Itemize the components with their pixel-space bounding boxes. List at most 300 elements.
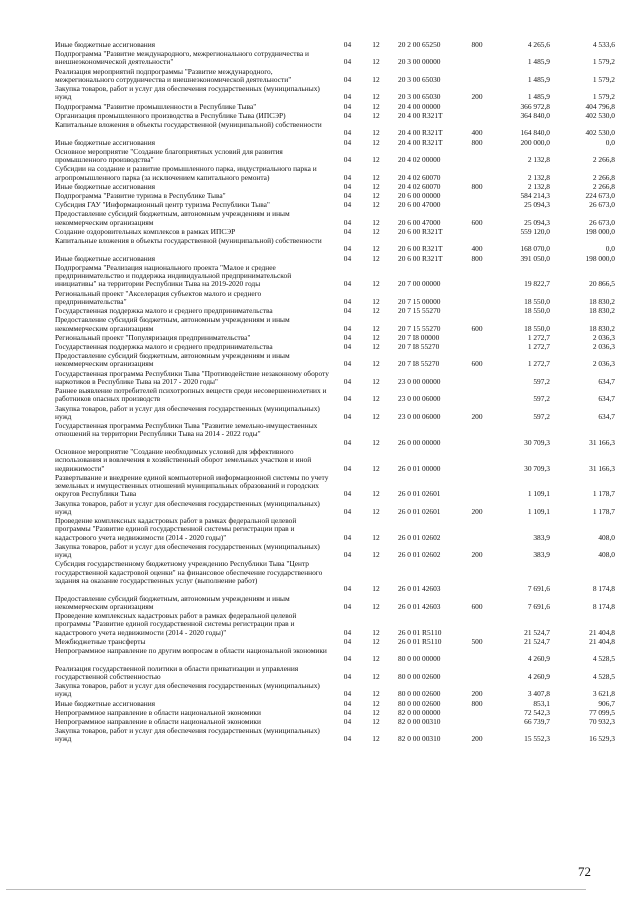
expense-type-code: 200 <box>471 411 483 421</box>
subsection-code: 12 <box>372 654 380 664</box>
expense-type-code: 800 <box>471 698 483 708</box>
section-code: 04 <box>343 550 352 560</box>
subsection-code: 12 <box>372 394 380 404</box>
target-article-code: 20 7 I8 55270 <box>398 359 440 369</box>
amount-year-2: 4 528,5 <box>592 654 615 664</box>
amount-year-1: 18 550,0 <box>524 296 550 306</box>
row-name: Организация промышленного производства в Республике Тыва (ИПСЭР) <box>55 110 286 120</box>
amount-year-2: 26 673,0 <box>589 217 615 227</box>
amount-year-2: 4 533,6 <box>592 40 615 49</box>
section-code: 04 <box>343 191 352 200</box>
amount-year-1: 584 214,3 <box>520 191 550 200</box>
expense-type-code: 600 <box>471 359 483 369</box>
section-code: 04 <box>343 342 352 351</box>
section-code: 04 <box>343 155 352 165</box>
section-code: 04 <box>343 279 352 289</box>
amount-year-1: 1 272,7 <box>527 359 550 369</box>
row-name: Капитальные вложения в объекты государственной (муниципальной) собственности <box>55 236 322 246</box>
section-code: 04 <box>343 323 352 333</box>
amount-year-1: 72 542,3 <box>524 707 550 717</box>
target-article-code: 20 4 02 00000 <box>398 155 441 165</box>
table-row <box>0 85 640 102</box>
subsection-code: 12 <box>372 550 380 560</box>
subsection-code: 12 <box>372 411 380 421</box>
section-code: 04 <box>343 92 352 102</box>
target-article-code: 23 0 00 06000 <box>398 394 441 404</box>
subsection-code: 12 <box>372 279 380 289</box>
expense-type-code: 800 <box>471 181 483 191</box>
target-article-code: 20 7 I8 00000 <box>398 332 440 342</box>
target-article-code: 20 4 00 R321T <box>398 128 443 138</box>
table-row <box>0 370 640 387</box>
amount-year-1: 7 691,6 <box>527 601 550 611</box>
expense-type-code: 800 <box>471 137 483 147</box>
target-article-code: 26 0 00 00000 <box>398 437 441 447</box>
subsection-code: 12 <box>372 226 380 236</box>
target-article-code: 80 0 00 02600 <box>398 689 441 699</box>
expense-type-code: 200 <box>471 734 483 744</box>
section-code: 04 <box>343 217 352 227</box>
target-article-code: 20 6 00 R321T <box>398 226 443 236</box>
table-row <box>0 192 640 200</box>
amount-year-1: 366 972,8 <box>520 101 550 111</box>
amount-year-1: 1 272,7 <box>527 342 550 351</box>
subsection-code: 12 <box>372 734 380 744</box>
row-name: Предоставление субсидий бюджетным, автономным учреждениям и иным некоммерческим организациям <box>55 351 290 369</box>
subsection-code: 12 <box>372 463 380 473</box>
bottom-divider <box>6 889 586 890</box>
section-code: 04 <box>343 110 352 120</box>
target-article-code: 20 7 00 00000 <box>398 279 441 289</box>
amount-year-2: 634,7 <box>598 376 615 386</box>
row-name: Иные бюджетные ассигнования <box>55 181 156 191</box>
amount-year-2: 1 178,7 <box>592 489 615 499</box>
section-code: 04 <box>343 244 352 254</box>
amount-year-2: 1 579,2 <box>592 57 615 67</box>
amount-year-1: 168 070,0 <box>520 244 550 254</box>
subsection-code: 12 <box>372 306 380 316</box>
row-name: Подпрограмма "Развитие промышленности в Республике Тыва" <box>55 101 257 111</box>
row-name: Субсидии на создание и развитие промышленного парка, индустриального парка и агропромышленного парка (за исключением капитального ремонта) <box>55 164 317 182</box>
target-article-code: 20 3 00 65030 <box>398 74 441 84</box>
row-name: Иные бюджетные ассигнования <box>55 253 156 263</box>
row-name: Подпрограмма "Развитие туризма в Республике Тыва" <box>55 191 226 200</box>
amount-year-1: 1 109,1 <box>527 489 550 499</box>
target-article-code: 26 0 01 02602 <box>398 532 441 542</box>
row-name: Государственная поддержка малого и среднего предпринимательства <box>55 306 273 316</box>
section-code: 04 <box>343 181 352 191</box>
table-row <box>0 647 640 664</box>
amount-year-1: 559 120,0 <box>520 226 550 236</box>
amount-year-1: 1 485,9 <box>527 74 550 84</box>
target-article-code: 26 0 01 42603 <box>398 601 441 611</box>
section-code: 04 <box>343 716 352 726</box>
target-article-code: 20 6 00 47000 <box>398 217 441 227</box>
section-code: 04 <box>343 463 352 473</box>
target-article-code: 26 0 01 02601 <box>398 489 441 499</box>
target-article-code: 20 4 00 00000 <box>398 101 441 111</box>
subsection-code: 12 <box>372 671 380 681</box>
amount-year-1: 4 260,9 <box>527 654 550 664</box>
row-name: Региональный проект "Акселерация субъектов малого и среднего предпринимательства" <box>55 288 262 306</box>
amount-year-2: 906,7 <box>598 698 615 708</box>
subsection-code: 12 <box>372 376 380 386</box>
subsection-code: 12 <box>372 506 380 516</box>
amount-year-2: 20 866,5 <box>589 279 615 289</box>
row-name: Предоставление субсидий бюджетным, автономным учреждениям и иным некоммерческим организациям <box>55 209 290 227</box>
amount-year-2: 26 673,0 <box>589 200 615 210</box>
amount-year-1: 1 485,9 <box>527 92 550 102</box>
subsection-code: 12 <box>372 191 380 200</box>
section-code: 04 <box>343 172 352 182</box>
subsection-code: 12 <box>372 172 380 182</box>
row-name: Проведение комплексных кадастровых работ в рамках федеральной целевой программы "Развитие единой государственной системы регистрации прав и кадастрового учета недвижимости (2014 - 2020 годы)" <box>55 516 297 542</box>
target-article-code: 80 0 00 02600 <box>398 698 441 708</box>
amount-year-1: 1 272,7 <box>527 332 550 342</box>
amount-year-1: 19 822,7 <box>524 279 550 289</box>
expense-type-code: 400 <box>471 128 483 138</box>
section-code: 04 <box>343 306 352 316</box>
target-article-code: 20 7 15 55270 <box>398 323 441 333</box>
amount-year-1: 30 709,3 <box>524 463 550 473</box>
row-name: Предоставление субсидий бюджетным, автономным учреждениям и иным некоммерческим организациям <box>55 315 290 333</box>
table-row <box>0 334 640 342</box>
table-row <box>0 103 640 111</box>
subsection-code: 12 <box>372 532 380 542</box>
subsection-code: 12 <box>372 137 380 147</box>
section-code: 04 <box>343 226 352 236</box>
table-row <box>0 307 640 315</box>
subsection-code: 12 <box>372 437 380 447</box>
amount-year-2: 1 579,2 <box>592 74 615 84</box>
amount-year-2: 2 266,8 <box>592 181 615 191</box>
amount-year-1: 853,1 <box>533 698 550 708</box>
table-row <box>0 448 640 473</box>
amount-year-1: 18 550,0 <box>524 306 550 316</box>
table-row <box>0 422 640 447</box>
amount-year-2: 31 166,3 <box>589 463 615 473</box>
subsection-code: 12 <box>372 489 380 499</box>
amount-year-2: 0,0 <box>605 244 615 254</box>
row-name: Развертывание и внедрение единой компьютерной информационной системы по учету земельных и имущественных отношений муниципальных образований и городских округов Республики Тыва <box>55 472 329 499</box>
section-code: 04 <box>343 532 352 542</box>
amount-year-1: 7 691,6 <box>527 584 550 594</box>
amount-year-1: 4 260,9 <box>527 671 550 681</box>
amount-year-2: 2 036,3 <box>592 359 615 369</box>
subsection-code: 12 <box>372 636 380 646</box>
subsection-code: 12 <box>372 244 380 254</box>
table-row <box>0 560 640 593</box>
subsection-code: 12 <box>372 128 380 138</box>
target-article-code: 26 0 01 00000 <box>398 463 441 473</box>
section-code: 04 <box>343 128 352 138</box>
amount-year-2: 2 266,8 <box>592 155 615 165</box>
table-row <box>0 68 640 85</box>
amount-year-1: 21 524,7 <box>524 627 550 637</box>
row-name: Государственная программа Республики Тыва "Развитие земельно-имущественных отношений на территории Республики Тыва на 2014 - 2022 годы" <box>55 421 318 439</box>
target-article-code: 82 0 00 00310 <box>398 716 441 726</box>
table-row <box>0 228 640 236</box>
table-row <box>0 612 640 637</box>
amount-year-2: 634,7 <box>598 394 615 404</box>
section-code: 04 <box>343 584 352 594</box>
target-article-code: 20 6 00 00000 <box>398 191 441 200</box>
target-article-code: 80 0 00 02600 <box>398 671 441 681</box>
target-article-code: 26 0 01 R5110 <box>398 636 442 646</box>
amount-year-2: 408,0 <box>598 532 615 542</box>
target-article-code: 20 4 02 60070 <box>398 181 441 191</box>
amount-year-1: 1 109,1 <box>527 506 550 516</box>
subsection-code: 12 <box>372 155 380 165</box>
expense-type-code: 800 <box>471 40 483 49</box>
amount-year-1: 2 132,8 <box>527 172 550 182</box>
target-article-code: 82 0 00 00000 <box>398 707 441 717</box>
section-code: 04 <box>343 332 352 342</box>
table-row <box>0 112 640 120</box>
target-article-code: 20 7 15 55270 <box>398 306 441 316</box>
table-row <box>0 474 640 499</box>
amount-year-2: 77 099,5 <box>589 707 615 717</box>
expense-type-code: 600 <box>471 323 483 333</box>
table-row <box>0 41 640 49</box>
section-code: 04 <box>343 506 352 516</box>
section-code: 04 <box>343 296 352 306</box>
amount-year-2: 2 036,3 <box>592 332 615 342</box>
amount-year-2: 70 932,3 <box>589 716 615 726</box>
expense-type-code: 400 <box>471 244 483 254</box>
row-name: Закупка товаров, работ и услуг для обеспечения государственных (муниципальных) нужд <box>55 726 320 744</box>
amount-year-1: 21 524,7 <box>524 636 550 646</box>
table-row <box>0 50 640 67</box>
page-number: 72 <box>578 864 591 879</box>
section-code: 04 <box>343 394 352 404</box>
target-article-code: 20 6 00 R321T <box>398 244 443 254</box>
subsection-code: 12 <box>372 323 380 333</box>
expense-type-code: 200 <box>471 92 483 102</box>
row-name: Закупка товаров, работ и услуг для обеспечения государственных (муниципальных) нужд <box>55 681 320 699</box>
table-row <box>0 290 640 307</box>
table-row <box>0 121 640 138</box>
amount-year-2: 21 404,8 <box>589 627 615 637</box>
amount-year-2: 634,7 <box>598 411 615 421</box>
amount-year-2: 404 796,8 <box>585 101 615 111</box>
row-name: Капитальные вложения в объекты государственной (муниципальной) собственности <box>55 120 322 130</box>
section-code: 04 <box>343 137 352 147</box>
amount-year-1: 15 552,3 <box>524 734 550 744</box>
subsection-code: 12 <box>372 601 380 611</box>
expense-type-code: 200 <box>471 550 483 560</box>
subsection-code: 12 <box>372 689 380 699</box>
amount-year-2: 16 529,3 <box>589 734 615 744</box>
amount-year-1: 2 132,8 <box>527 155 550 165</box>
table-row <box>0 316 640 333</box>
section-code: 04 <box>343 74 352 84</box>
table-row <box>0 201 640 209</box>
section-code: 04 <box>343 654 352 664</box>
amount-year-2: 402 530,0 <box>585 110 615 120</box>
amount-year-1: 25 094,3 <box>524 217 550 227</box>
row-name: Субсидия государственному бюджетному учреждению Республики Тыва "Центр государственной кадастровой оценки" на финансовое обеспечение государственного задания на оказание государственных услуг (выполнение работ) <box>55 559 323 585</box>
subsection-code: 12 <box>372 296 380 306</box>
row-name: Проведение комплексных кадастровых работ в рамках федеральной целевой программы "Развитие единой государственной системы регистрации прав и кадастрового учета недвижимости (2014 - 2020 годы)" <box>55 611 297 637</box>
row-name: Реализация государственной политики в области приватизации и управления государственной собственностью <box>55 663 299 681</box>
subsection-code: 12 <box>372 92 380 102</box>
row-name: Предоставление субсидий бюджетным, автономным учреждениям и иным некоммерческим организациям <box>55 593 290 611</box>
subsection-code: 12 <box>372 707 380 717</box>
amount-year-2: 0,0 <box>605 137 615 147</box>
row-name: Непрограммное направление по другим вопросам в области национальной экономики <box>55 646 327 655</box>
target-article-code: 20 3 00 65030 <box>398 92 441 102</box>
section-code: 04 <box>343 636 352 646</box>
amount-year-1: 597,2 <box>533 376 550 386</box>
table-row <box>0 595 640 612</box>
subsection-code: 12 <box>372 698 380 708</box>
table-row <box>0 183 640 191</box>
subsection-code: 12 <box>372 40 380 49</box>
target-article-code: 82 0 00 00310 <box>398 734 441 744</box>
amount-year-1: 597,2 <box>533 411 550 421</box>
row-name: Межбюджетные трансферты <box>55 636 146 646</box>
subsection-code: 12 <box>372 342 380 351</box>
amount-year-2: 1 178,7 <box>592 506 615 516</box>
amount-year-1: 364 840,0 <box>520 110 550 120</box>
amount-year-2: 402 530,0 <box>585 128 615 138</box>
amount-year-1: 383,9 <box>533 532 550 542</box>
target-article-code: 20 4 02 60070 <box>398 172 441 182</box>
table-row <box>0 148 640 165</box>
target-article-code: 20 4 00 R321T <box>398 110 443 120</box>
row-name: Закупка товаров, работ и услуг для обеспечения государственных (муниципальных) нужд <box>55 541 320 560</box>
table-row <box>0 638 640 646</box>
amount-year-2: 4 528,5 <box>592 671 615 681</box>
section-code: 04 <box>343 601 352 611</box>
amount-year-1: 4 265,6 <box>527 40 550 49</box>
amount-year-2: 1 579,2 <box>592 92 615 102</box>
table-row <box>0 682 640 699</box>
amount-year-1: 2 132,8 <box>527 181 550 191</box>
table-row <box>0 343 640 351</box>
amount-year-1: 200 000,0 <box>520 137 550 147</box>
row-name: Субсидия ГАУ "Информационный центр туризма Республики Тыва" <box>55 200 270 210</box>
amount-year-2: 8 174,8 <box>592 601 615 611</box>
section-code: 04 <box>343 698 352 708</box>
amount-year-2: 198 000,0 <box>585 253 615 263</box>
subsection-code: 12 <box>372 359 380 369</box>
table-row <box>0 718 640 726</box>
subsection-code: 12 <box>372 57 380 67</box>
row-name: Раннее выявление потребителей психотропных веществ среди несовершеннолетних и работников опасных производств <box>55 386 327 404</box>
amount-year-2: 408,0 <box>598 550 615 560</box>
table-row <box>0 709 640 717</box>
expense-type-code: 500 <box>471 636 483 646</box>
row-name: Иные бюджетные ассигнования <box>55 137 156 147</box>
target-article-code: 20 7 I8 55270 <box>398 342 440 351</box>
table-row <box>0 387 640 404</box>
row-name: Создание оздоровительных комплексов в рамках ИПСЭР <box>55 226 236 236</box>
subsection-code: 12 <box>372 332 380 342</box>
target-article-code: 26 0 01 42603 <box>398 584 441 594</box>
subsection-code: 12 <box>372 101 380 111</box>
amount-year-1: 164 840,0 <box>520 128 550 138</box>
row-name: Закупка товаров, работ и услуг для обеспечения государственных (муниципальных) нужд <box>55 403 320 421</box>
table-row <box>0 500 640 517</box>
table-row <box>0 255 640 263</box>
target-article-code: 80 0 00 00000 <box>398 654 441 664</box>
row-name: Непрограммное направление в области национальной экономики <box>55 707 261 717</box>
section-code: 04 <box>343 437 352 447</box>
target-article-code: 23 0 00 00000 <box>398 376 441 386</box>
table-row <box>0 139 640 147</box>
section-code: 04 <box>343 627 352 637</box>
amount-year-2: 31 166,3 <box>589 437 615 447</box>
subsection-code: 12 <box>372 584 380 594</box>
table-row <box>0 264 640 289</box>
amount-year-1: 66 739,7 <box>524 716 550 726</box>
target-article-code: 26 0 01 02602 <box>398 550 441 560</box>
section-code: 04 <box>343 40 352 49</box>
section-code: 04 <box>343 489 352 499</box>
subsection-code: 12 <box>372 110 380 120</box>
amount-year-1: 597,2 <box>533 394 550 404</box>
table-row <box>0 543 640 560</box>
table-row <box>0 517 640 542</box>
table-row <box>0 237 640 254</box>
section-code: 04 <box>343 101 352 111</box>
row-name: Государственная программа Республики Тыва "Противодействие незаконному обороту наркотиков в Республике Тыва на 2017 - 2020 годы" <box>55 368 329 386</box>
row-name: Подпрограмма "Развитие международного, межрегионального сотрудничества и внешнеэкономической деятельности" <box>55 49 310 67</box>
subsection-code: 12 <box>372 627 380 637</box>
amount-year-1: 30 709,3 <box>524 437 550 447</box>
section-code: 04 <box>343 734 352 744</box>
subsection-code: 12 <box>372 217 380 227</box>
amount-year-2: 3 621,8 <box>592 689 615 699</box>
amount-year-1: 1 485,9 <box>527 57 550 67</box>
amount-year-2: 8 174,8 <box>592 584 615 594</box>
section-code: 04 <box>343 671 352 681</box>
amount-year-2: 21 404,8 <box>589 636 615 646</box>
subsection-code: 12 <box>372 253 380 263</box>
amount-year-2: 18 830,2 <box>589 323 615 333</box>
target-article-code: 20 4 00 R321T <box>398 137 443 147</box>
amount-year-2: 198 000,0 <box>585 226 615 236</box>
amount-year-1: 383,9 <box>533 550 550 560</box>
amount-year-2: 2 266,8 <box>592 172 615 182</box>
subsection-code: 12 <box>372 200 380 210</box>
amount-year-1: 3 407,8 <box>527 689 550 699</box>
subsection-code: 12 <box>372 181 380 191</box>
row-name: Реализация мероприятий подпрограммы "Развитие международного, межрегионального сотрудничества и внешнеэкономической деятельности" <box>55 66 292 84</box>
section-code: 04 <box>343 689 352 699</box>
amount-year-2: 18 830,2 <box>589 306 615 316</box>
expense-type-code: 800 <box>471 253 483 263</box>
amount-year-2: 224 673,0 <box>585 191 615 200</box>
target-article-code: 20 6 00 R321T <box>398 253 443 263</box>
table-row <box>0 405 640 422</box>
amount-year-2: 18 830,2 <box>589 296 615 306</box>
amount-year-1: 25 094,3 <box>524 200 550 210</box>
section-code: 04 <box>343 359 352 369</box>
amount-year-1: 391 050,0 <box>520 253 550 263</box>
section-code: 04 <box>343 707 352 717</box>
target-article-code: 26 0 01 R5110 <box>398 627 442 637</box>
row-name: Основное мероприятие "Создание благоприятных условий для развития промышленного производства" <box>55 146 283 165</box>
row-name: Непрограммное направление в области национальной экономики <box>55 716 261 726</box>
expense-type-code: 200 <box>471 506 483 516</box>
table-row <box>0 210 640 227</box>
subsection-code: 12 <box>372 74 380 84</box>
target-article-code: 26 0 01 02601 <box>398 506 441 516</box>
row-name: Основное мероприятие "Создание необходимых условий для эффективного использования и вовлечения в хозяйственный оборот земельных участков и иной недвижимости" <box>55 447 312 473</box>
